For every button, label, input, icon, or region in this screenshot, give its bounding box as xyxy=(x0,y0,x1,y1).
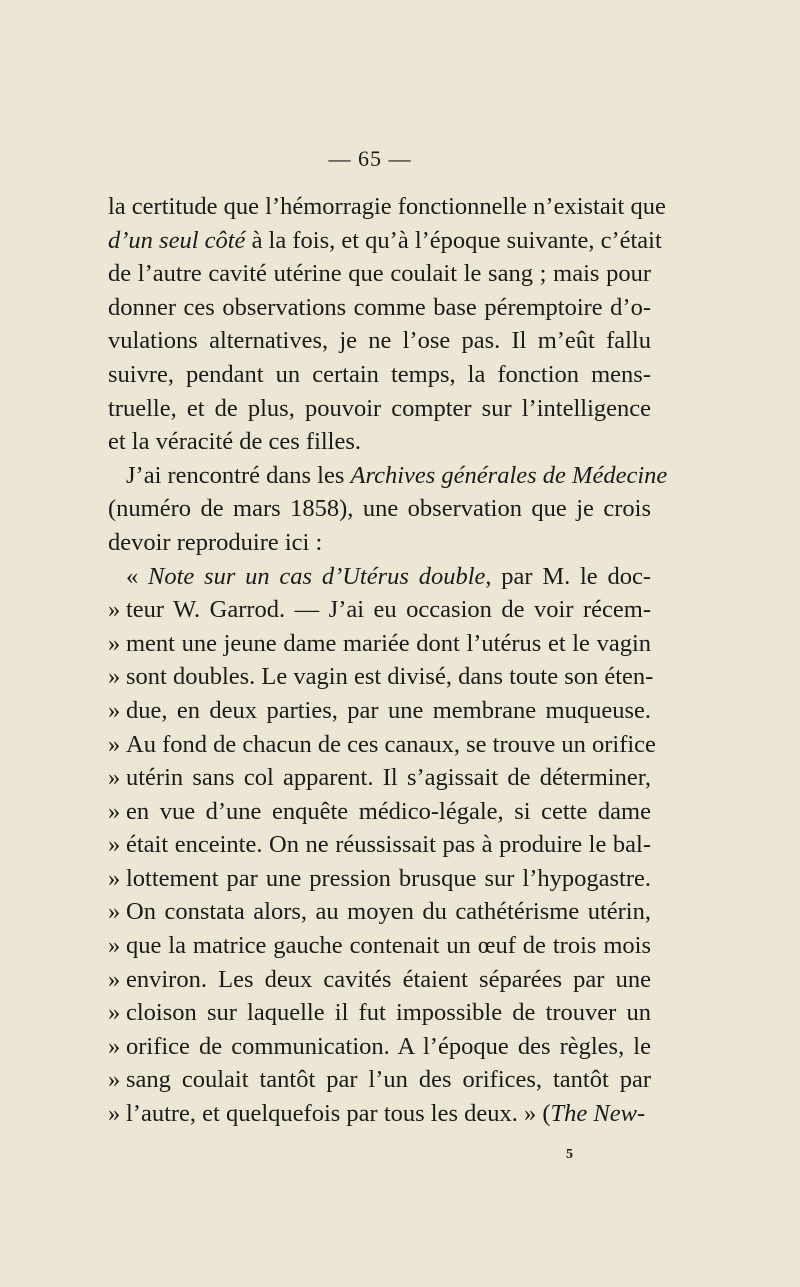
quote-line: » sont doubles. Le vagin est divisé, dans toute son éten- xyxy=(108,663,654,691)
text-line: truelle, et de plus, pouvoir compter sur l’intelligence xyxy=(108,394,651,422)
body-text xyxy=(108,190,668,1131)
quote-line: » sang coulait tantôt par l’un des orifices, tantôt par xyxy=(108,1066,651,1094)
quote-line: » orifice de communication. A l’époque des règles, le xyxy=(108,1032,651,1060)
quote-line: « Note sur un cas d’Utérus double, par M. le doc- xyxy=(126,562,651,590)
text-line: J’ai rencontré dans les Archives générales de Médecine xyxy=(126,461,668,489)
quote-line: » était enceinte. On ne réussissait pas à produire le bal- xyxy=(108,831,651,859)
text-line: la certitude que l’hémorragie fonctionnelle n’existait que xyxy=(108,193,666,220)
text-line: donner ces observations comme base péremptoire d’o- xyxy=(108,293,651,321)
quote-line: » utérin sans col apparent. Il s’agissait de déterminer, xyxy=(108,764,651,792)
quote-line: » teur W. Garrod. — J’ai eu occasion de voir récem- xyxy=(108,596,651,624)
text-line: (numéro de mars 1858), une observation que je crois xyxy=(108,495,651,523)
quote-line: » On constata alors, au moyen du cathétérisme utérin, xyxy=(108,898,651,926)
quote-line: » environ. Les deux cavités étaient séparées par une xyxy=(108,965,651,993)
quote-line: » Au fond de chacun de ces canaux, se trouve un orifice xyxy=(108,730,656,758)
quote-line: » l’autre, et quelquefois par tous les deux. » (The New- xyxy=(108,1100,646,1128)
journal-title: Archives générales de Médecine xyxy=(350,461,668,489)
text-line: et la véracité de ces filles. xyxy=(108,428,362,456)
italic-phrase: d’un seul côté xyxy=(108,226,246,254)
quote-line: » ment une jeune dame mariée dont l’utérus et le vagin xyxy=(108,629,651,657)
text-line: d’un seul côté à la fois, et qu’à l’époque suivante, c’était xyxy=(108,226,662,254)
quote-line: » lottement par une pression brusque sur l’hypogastre. xyxy=(108,864,651,892)
quote-line: » en vue d’une enquête médico-légale, si cette dame xyxy=(108,797,651,825)
page-number: — 65 — xyxy=(328,146,412,171)
text-line: de l’autre cavité utérine que coulait le sang ; mais pour xyxy=(108,260,651,288)
text-line: suivre, pendant un certain temps, la fonction mens- xyxy=(108,360,651,388)
signature-mark: 5 xyxy=(566,1147,573,1162)
quote-line: » cloison sur laquelle il fut impossible de trouver un xyxy=(108,999,651,1027)
text-line: devoir reproduire ici : xyxy=(108,528,323,556)
journal-reference: The New- xyxy=(550,1100,646,1128)
note-title: Note sur un cas d’Utérus double xyxy=(148,562,486,590)
quote-line: » que la matrice gauche contenait un œuf de trois mois xyxy=(108,932,651,960)
quote-line: » due, en deux parties, par une membrane muqueuse. xyxy=(108,696,651,724)
text-line: vulations alternatives, je ne l’ose pas. Il m’eût fallu xyxy=(108,327,651,355)
